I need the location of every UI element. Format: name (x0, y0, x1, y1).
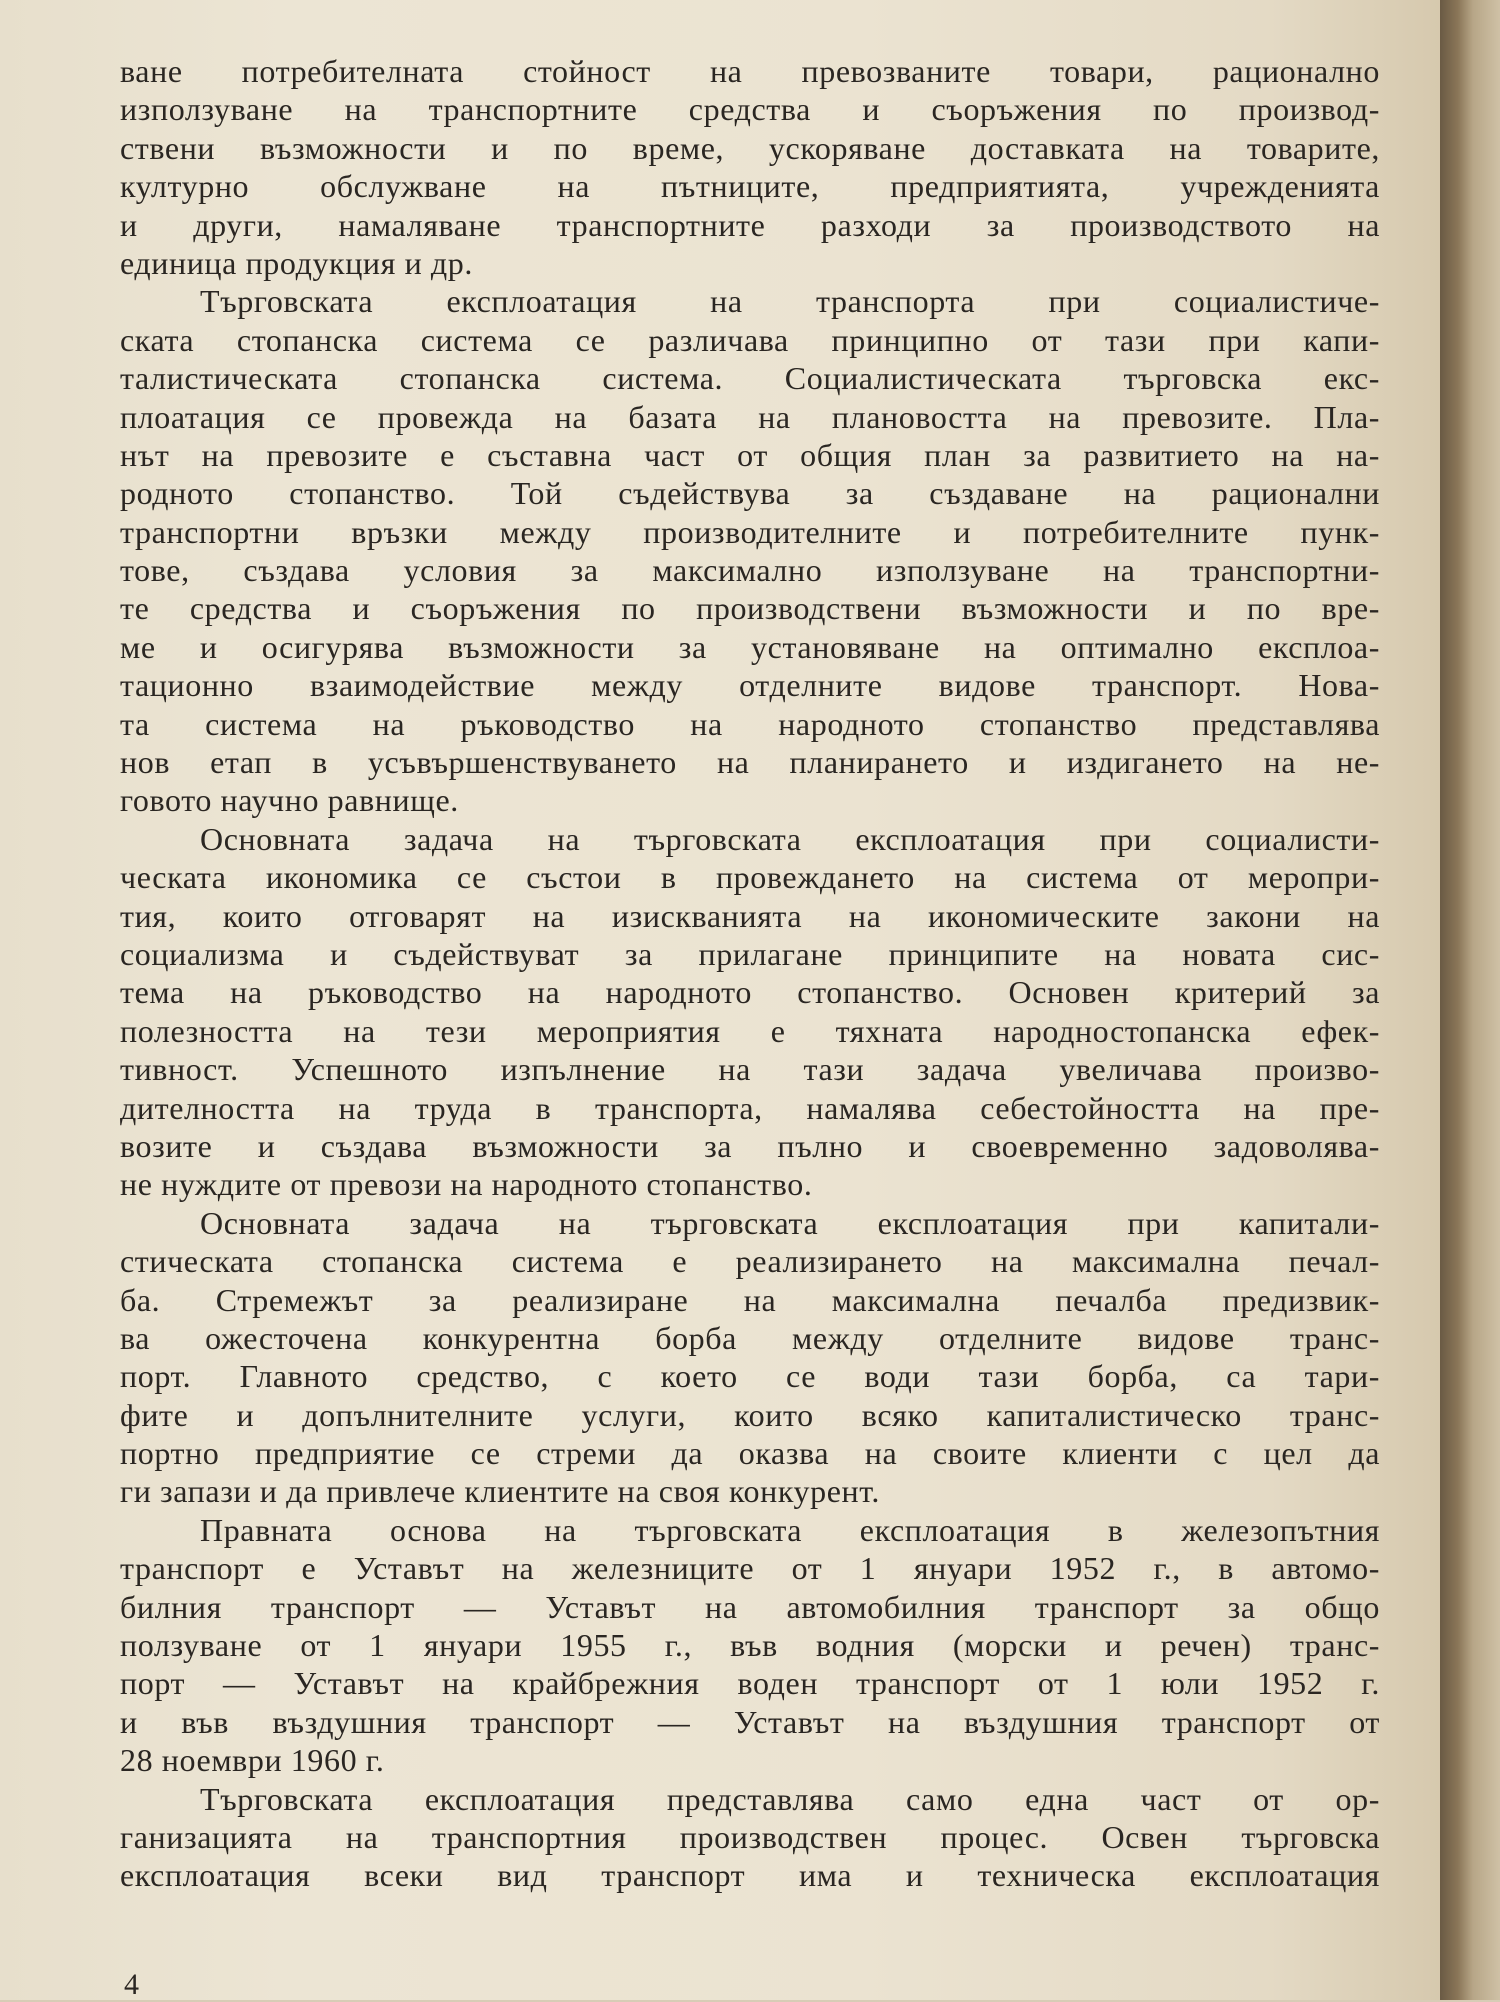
text-line: тивност. Успешното изпълнение на тази задача увеличава произво- (120, 1051, 1380, 1088)
paragraph-start-line: Търговската експлоатация на транспорта при социалистиче- (200, 283, 1380, 320)
text-line: и други, намаляване транспортните разходи за производството на (120, 206, 1380, 243)
text-line: транспортни връзки между производителните и потребителните пунк- (120, 513, 1380, 550)
text-line: нов етап в усъвършенствуването на планирането и издигането на не- (120, 744, 1380, 781)
paragraph-start-line: Правната основа на търговската експлоатация в железопътния (200, 1511, 1380, 1548)
text-line: тове, създава условия за максимално използуване на транспортни- (120, 552, 1380, 589)
text-line: билния транспорт — Уставът на автомобилния транспорт за общо (120, 1588, 1380, 1625)
text-line: ги запази и да привлече клиентите на своя конкурент. (120, 1473, 881, 1510)
text-line: културно обслужване на пътниците, предприятията, учрежденията (120, 168, 1380, 205)
text-line: ствени възможности и по време, ускоряване доставката на товарите, (120, 129, 1380, 166)
text-line: и във въздушния транспорт — Уставът на въздушния транспорт от (120, 1703, 1380, 1740)
text-line: ме и осигурява възможности за установяване на оптимално експлоа- (120, 628, 1380, 665)
text-line: нът на превозите е съставна част от общия план за развитието на на- (120, 436, 1380, 473)
text-line: тема на ръководство на народното стопанство. Основен критерий за (120, 974, 1380, 1011)
text-line: използуване на транспортните средства и съоръжения по производ- (120, 91, 1380, 128)
text-line: 28 ноември 1960 г. (120, 1742, 385, 1779)
paragraph-start-line: Търговската експлоатация представлява само една част от ор- (200, 1780, 1380, 1817)
text-line: социализма и съдействуват за прилагане принципите на новата сис- (120, 935, 1380, 972)
text-line: талистическата стопанска система. Социалистическата търговска екс- (120, 360, 1380, 397)
text-line: портно предприятие се стреми да оказва на своите клиенти с цел да (120, 1435, 1380, 1472)
text-line: та система на ръководство на народното стопанство представлява (120, 705, 1380, 742)
text-line: плоатация се провежда на базата на плановостта на превозите. Пла- (120, 398, 1380, 435)
text-line: стическата стопанска система е реализирането на максимална печал- (120, 1243, 1380, 1280)
text-line: транспорт е Уставът на железниците от 1 януари 1952 г., в автомо- (120, 1550, 1380, 1587)
text-line: ческата икономика се състои в провеждането на система от меропри- (120, 859, 1380, 896)
paragraph-start-line: Основната задача на търговската експлоатация при социалисти- (200, 820, 1380, 857)
text-line: ската стопанска система се различава принципно от тази при капи- (120, 321, 1380, 358)
text-line: ползуване от 1 януари 1955 г., във водния (морски и речен) транс- (120, 1627, 1380, 1664)
text-line: фите и допълнителните услуги, които всяко капиталистическо транс- (120, 1396, 1380, 1433)
text-line: ганизацията на транспортния производствен процес. Освен търговска (120, 1818, 1380, 1855)
text-line: тия, които отговарят на изискванията на икономическите закони на (120, 897, 1380, 934)
paragraph-start-line: Основната задача на търговската експлоатация при капитали- (200, 1204, 1380, 1241)
text-line: ва ожесточена конкурентна борба между отделните видове транс- (120, 1319, 1380, 1356)
book-binding-edge (1440, 0, 1500, 2000)
text-line: експлоатация всеки вид транспорт има и техническа експлоатация (120, 1857, 1380, 1894)
text-line: ване потребителната стойност на превозваните товари, рационално (120, 53, 1380, 89)
text-line: говото научно равнище. (120, 782, 459, 819)
text-line: порт — Уставът на крайбрежния воден транспорт от 1 юли 1952 г. (120, 1665, 1380, 1702)
text-line: дителността на труда в транспорта, намалява себестойността на пре- (120, 1089, 1380, 1126)
text-line: родното стопанство. Той съдействува за създаване на рационални (120, 475, 1380, 512)
text-line: тационно взаимодействие между отделните видове транспорт. Нова- (120, 667, 1380, 704)
text-line: те средства и съоръжения по производствени възможности и по вре- (120, 590, 1380, 627)
text-line: не нуждите от превози на народното стопанство. (120, 1166, 813, 1203)
body-text (120, 52, 1380, 1895)
text-line: полезността на тези мероприятия е тяхната народностопанска ефек- (120, 1012, 1380, 1049)
text-line: единица продукция и др. (120, 244, 473, 281)
text-line: ба. Стремежът за реализиране на максимална печалба предизвик- (120, 1281, 1380, 1318)
page-number: 4 (124, 1968, 139, 2001)
text-line: возите и създава възможности за пълно и своевременно задоволява- (120, 1127, 1380, 1164)
text-line: порт. Главното средство, с което се води тази борба, са тари- (120, 1358, 1380, 1395)
